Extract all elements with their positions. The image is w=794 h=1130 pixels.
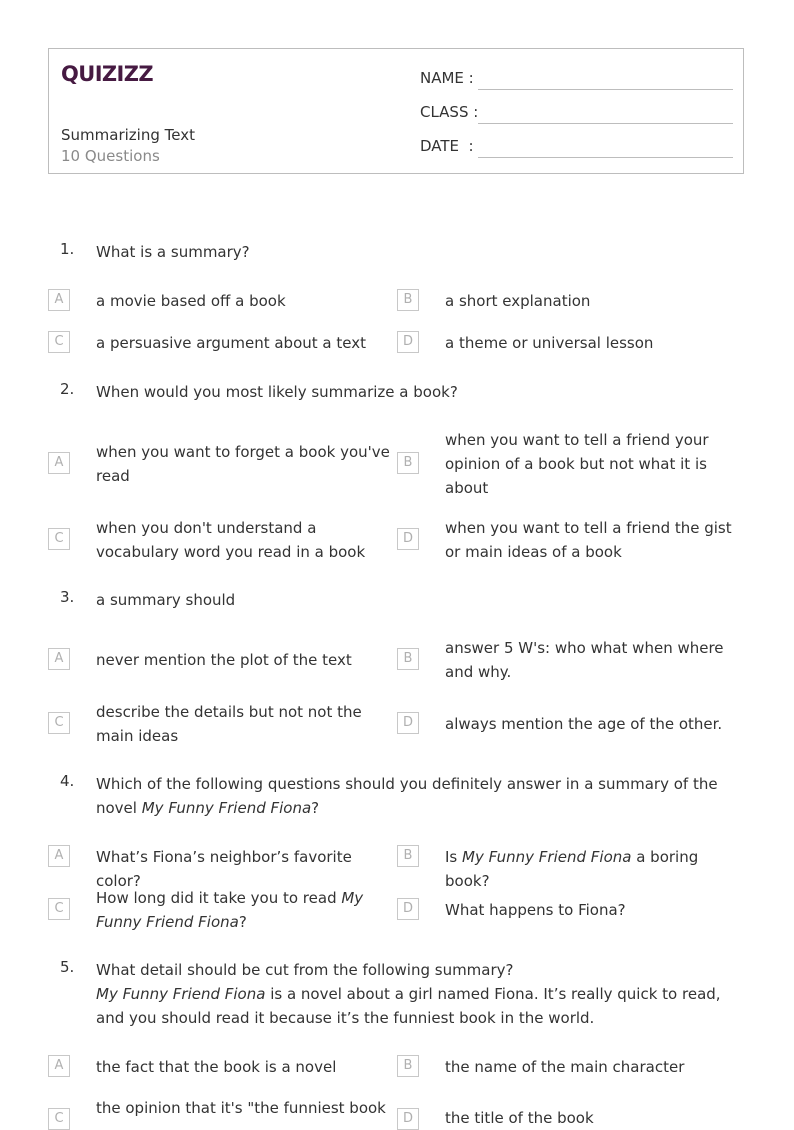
name-line[interactable] (478, 89, 733, 90)
book-title: My Funny Friend Fiona (96, 889, 364, 931)
option-text: when you want to tell a friend your opinion of a book but not what it is about (445, 431, 709, 497)
question-passage (96, 982, 726, 1030)
option-text: always mention the age of the other. (445, 715, 723, 733)
question-text (96, 958, 726, 1030)
class-field[interactable] (420, 103, 733, 125)
option-text: the title of the book (445, 1109, 594, 1127)
option-text (96, 886, 396, 934)
option-text: a short explanation (445, 292, 591, 310)
option-b-box[interactable]: B (397, 845, 419, 867)
question-number: 4. (60, 772, 75, 790)
question-text: What is a summary? (96, 243, 250, 261)
question-text-part: ? (311, 799, 320, 817)
option-b-box[interactable]: B (397, 289, 419, 311)
worksheet-header (48, 48, 744, 174)
quizizz-logo (61, 59, 153, 89)
option-d-box[interactable]: D (397, 528, 419, 550)
option-a-box[interactable]: A (48, 452, 70, 474)
book-title: My Funny Friend Fiona (96, 985, 266, 1003)
option-a-box[interactable]: A (48, 845, 70, 867)
option-d-box[interactable]: D (397, 331, 419, 353)
class-line[interactable] (478, 123, 733, 124)
option-text: a theme or universal lesson (445, 334, 654, 352)
option-text-part: Is (445, 848, 463, 866)
option-text (445, 845, 745, 893)
option-text: What happens to Fiona? (445, 901, 626, 919)
option-d-box[interactable]: D (397, 1108, 419, 1130)
option-text: answer 5 W's: who what when where and why. (445, 639, 724, 681)
option-a-box[interactable]: A (48, 648, 70, 670)
question-count: 10 Questions (61, 147, 160, 165)
question-number: 1. (60, 240, 75, 258)
option-text: when you don't understand a vocabulary word you read in a book (96, 519, 366, 561)
option-b-box[interactable]: B (397, 648, 419, 670)
option-text: the opinion that it's "the funniest book (96, 1099, 386, 1117)
question-text: When would you most likely summarize a book? (96, 383, 458, 401)
question-number: 5. (60, 958, 75, 976)
passage-text: is a novel about a girl named Fiona. It’s really quick to read, and you should read it because it’s the funniest book in the world. (96, 985, 721, 1027)
option-c-box[interactable]: C (48, 898, 70, 920)
option-text: the name of the main character (445, 1058, 685, 1076)
name-field[interactable] (420, 69, 733, 91)
name-label: NAME : (420, 69, 474, 87)
question-text: a summary should (96, 591, 236, 609)
date-field[interactable] (420, 137, 733, 159)
option-text-part: How long did it take you to read (96, 889, 342, 907)
question-text (96, 772, 726, 820)
book-title: My Funny Friend Fiona (462, 848, 632, 866)
question-number: 3. (60, 588, 75, 606)
question-number: 2. (60, 380, 75, 398)
date-label: DATE : (420, 137, 474, 155)
option-a-box[interactable]: A (48, 289, 70, 311)
option-text-part: ? (238, 913, 247, 931)
option-text: a persuasive argument about a text (96, 334, 366, 352)
option-d-box[interactable]: D (397, 898, 419, 920)
option-text-part: a boring book? (445, 848, 699, 890)
option-c-box[interactable]: C (48, 331, 70, 353)
option-b-box[interactable]: B (397, 452, 419, 474)
option-d-box[interactable]: D (397, 712, 419, 734)
option-c-box[interactable]: C (48, 712, 70, 734)
option-text: never mention the plot of the text (96, 651, 352, 669)
option-text: What’s Fiona’s neighbor’s favorite color? (96, 848, 352, 890)
option-a-box[interactable]: A (48, 1055, 70, 1077)
option-b-box[interactable]: B (397, 1055, 419, 1077)
question-text-part: Which of the following questions should you definitely answer in a summary of the novel (96, 775, 718, 817)
class-label: CLASS : (420, 103, 479, 121)
option-text: when you want to tell a friend the gist or main ideas of a book (445, 519, 732, 561)
question-prompt: What detail should be cut from the following summary? (96, 961, 514, 979)
option-text: the fact that the book is a novel (96, 1058, 337, 1076)
worksheet-title: Summarizing Text (61, 126, 195, 144)
option-c-box[interactable]: C (48, 1108, 70, 1130)
option-text: a movie based off a book (96, 292, 286, 310)
date-line[interactable] (478, 157, 733, 158)
option-text: describe the details but not not the main ideas (96, 703, 362, 745)
option-text: when you want to forget a book you've read (96, 443, 390, 485)
logo-text: QUIZIZZ (61, 62, 153, 86)
option-c-box[interactable]: C (48, 528, 70, 550)
book-title: My Funny Friend Fiona (141, 799, 312, 817)
